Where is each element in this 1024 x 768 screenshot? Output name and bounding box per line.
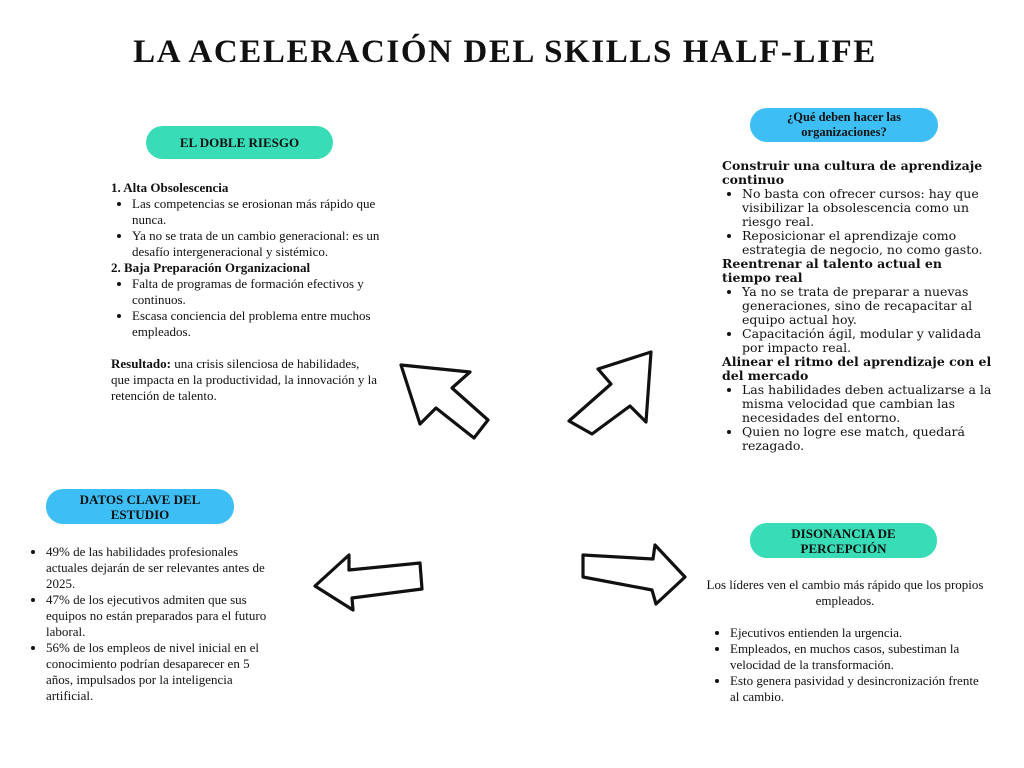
arrow-up-right-icon [569, 352, 651, 434]
list-item: • Ejecutivos entienden la urgencia. [730, 625, 990, 641]
section-heading: Reentrenar al talento actual en tiempo real [722, 256, 942, 285]
list-item: • 47% de los ejecutivos admiten que sus equipos no están preparados para el futuro laboral. [46, 592, 271, 640]
section-heading: Construir una cultura de aprendizaje continuo [722, 158, 983, 187]
list-item: • Escasa conciencia del problema entre muchos empleados. [132, 308, 381, 340]
list-item: • Falta de programas de formación efectivos y continuos. [132, 276, 381, 308]
pill-doble-riesgo-label: EL DOBLE RIESGO [179, 135, 300, 150]
list-item: • Quien no logre ese match, quedará rezagado. [742, 425, 992, 453]
arrow-right-icon [583, 545, 685, 604]
list-item: • Capacitación ágil, modular y validada por impacto real. [742, 327, 992, 355]
list-item: • Esto genera pasividad y desincronización frente al cambio. [730, 673, 990, 705]
list-item: • Ya no se trata de un cambio generacional: es un desafío intergeneracional y sistémico. [132, 228, 381, 260]
list-item: • 49% de las habilidades profesionales actuales dejarán de ser relevantes antes de 2025. [46, 544, 271, 592]
list-item: • Las competencias se erosionan más rápido que nunca. [132, 196, 381, 228]
result-label: Resultado: [111, 356, 171, 371]
arrow-up-left-icon [401, 365, 488, 438]
page-title: LA ACELERACIÓN DEL SKILLS HALF-LIFE [133, 34, 877, 70]
arrow-left-icon [315, 555, 422, 610]
list-item: • Las habilidades deben actualizarse a la misma velocidad que cambian las necesidades del entorno. [742, 383, 992, 425]
list-item: • 56% de los empleos de nivel inicial en el conocimiento podrían desaparecer en 5 años, impulsados por la inteligencia artificial. [46, 640, 271, 704]
intro-paragraph: Los líderes ven el cambio más rápido que los propios empleados. [706, 577, 984, 608]
section-heading: 2. Baja Preparación Organizacional [111, 260, 311, 275]
section-heading: 1. Alta Obsolescencia [111, 180, 229, 195]
list-item: • Reposicionar el aprendizaje como estrategia de negocio, no como gasto. [742, 229, 992, 257]
list-item: • Empleados, en muchos casos, subestiman la velocidad de la transformación. [730, 641, 990, 673]
section-heading: Alinear el ritmo del aprendizaje con el del mercado [722, 354, 992, 383]
pill-que-deben-hacer-label: ¿Qué deben hacer las organizaciones? [786, 110, 901, 139]
list-item: • No basta con ofrecer cursos: hay que visibilizar la obsolescencia como un riesgo real. [742, 187, 992, 229]
pill-datos-clave-label: DATOS CLAVE DEL ESTUDIO [79, 491, 201, 522]
list-item: • Ya no se trata de preparar a nuevas generaciones, sino de recapacitar al equipo actual hoy. [742, 285, 992, 327]
result-text: una crisis silenciosa de habilidades, que impacta en la productividad, la innovación y la retención de talento. [111, 356, 378, 403]
pill-disonancia-label: DISONANCIA DE PERCEPCIÓN [791, 525, 896, 556]
